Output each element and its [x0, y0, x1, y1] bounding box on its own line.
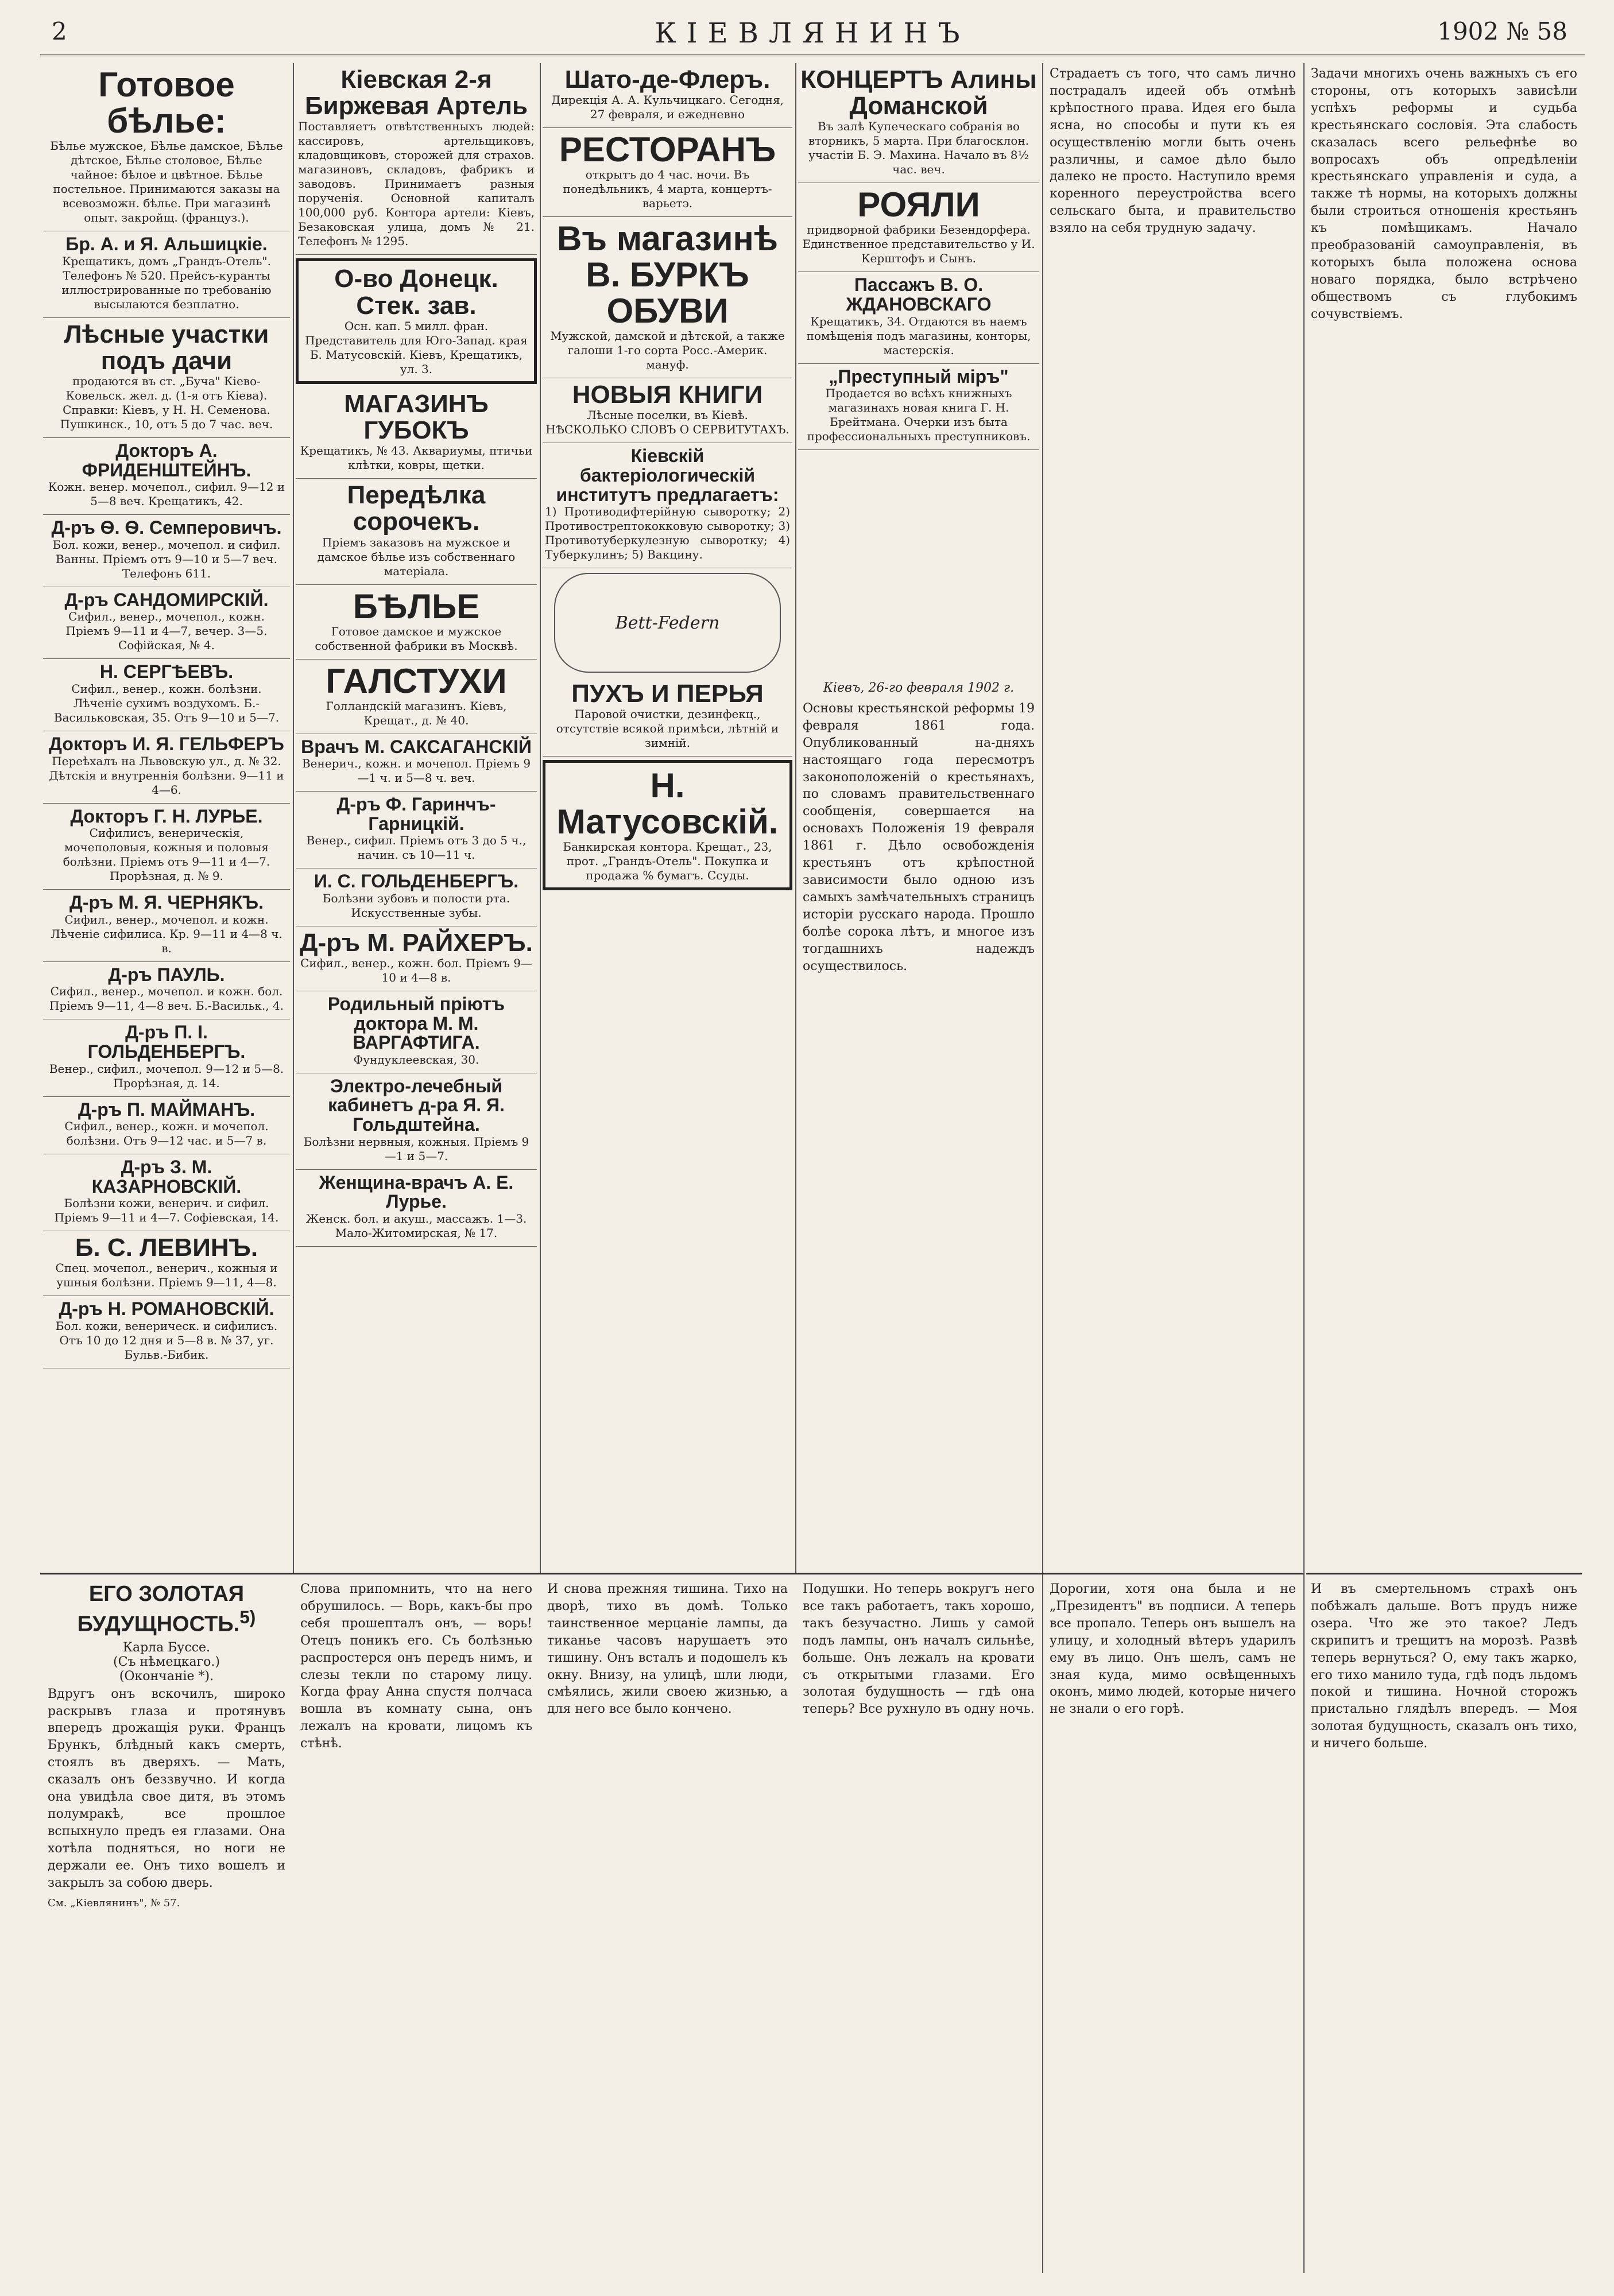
ad-artel: Кіевская 2-я Биржевая Артель Поставляетъ отвѣтственныхъ людей: кассировъ, артельщиковъ, кладовщиковъ, сторожей для страхов. магазиновъ, складовъ, фабрикъ и заводовъ. Принимаетъ разныя порученія. Основной капиталъ 100,000 руб. Контора артели: Кіевъ, Безаковская улица, домъ № 21. Телефонъ № 1295. — [296, 63, 537, 255]
ad-dentist: И. С. ГОЛЬДЕНБЕРГЪ. Болѣзни зубовъ и полости рта. Искусственные зубы. — [296, 868, 537, 926]
ad-forest-plots: Лѣсные участки подъ дачи продаются въ ст. „Буча" Кіево-Ковельск. жел. д. (1-я отъ Кіева). Справки: Кіевъ, у Н. Н. Семенова. Пушкинск., 10, отъ 5 до 7 час. веч. — [43, 318, 290, 438]
ad-doctor: Д-ръ Ф. Гаринчъ-Гарницкій. Венер., сифил. Пріемъ отъ 3 до 5 ч., начин. съ 10—11 ч. — [296, 792, 537, 868]
ad-doctor: Докторъ И. Я. ГЕЛЬФЕРЪ Переѣхалъ на Львовскую ул., д. № 32. Дѣтскія и внутреннія болѣзни. 9—11 и 4—6. — [43, 731, 290, 804]
feuilleton-footnote: Cм. „Кіевлянинъ", № 57. — [48, 1896, 180, 1909]
ad-column-2 — [296, 63, 537, 1570]
ad-ties: ГАЛСТУХИ Голландскій магазинъ. Кіевъ, Крещат., д. № 40. — [296, 660, 537, 734]
feuilleton-rule — [1306, 1573, 1582, 1574]
ad-shirts: Передѣлка сорочекъ. Пріемъ заказовъ на мужское и дамское бѣлье изъ собственнаго матеріала. — [296, 479, 537, 584]
newspaper-title: КІЕВЛЯНИНЪ — [655, 17, 970, 49]
editorial-dateline: Кіевъ, 26-го февраля 1902 г. — [823, 681, 1015, 695]
feuilleton-col-3 — [543, 1578, 792, 2285]
feuilleton-text: И снова прежняя тишина. Тихо на дворѣ, тихо въ домѣ. Только таинственное мерцаніе лампы, да тиканье часовъ нарушаетъ это тишину. Онъ всталъ и подошелъ къ окну. Внизу, на улицѣ, шли люди, смѣялись, жили своею жизнью, а для него все было кончено. — [547, 1582, 788, 1717]
ad-pianos: РОЯЛИ придворной фабрики Безендорфера. Единственное представительство у И. Керштофъ и Сынъ. — [798, 183, 1039, 272]
ad-alshitskie: Бр. А. и Я. Альшицкіе. Крещатикъ, домъ „Грандъ-Отель". Телефонъ № 520. Прейсъ-куранты иллюстрированные по требованію высылаются безплатно. — [43, 231, 290, 318]
feuilleton-text: Слова припомнить, что на него обрушилось. — Ворь, какъ-бы про себя прошепталъ онъ, — ворь! Отецъ поникъ его. Съ болѣзнью распростерся онъ передъ нимъ, и слезы текли по старому лицу. Когда фрау Анна спустя полчаса вошла въ комнату сына, онъ лежалъ на кровати, лицомъ къ стѣнѣ. — [300, 1582, 532, 1751]
editorial-text: Основы крестьянской реформы 19 февраля 1861 года. Опубликованный на-дняхъ настоящаго года пересмотръ законоположеній о крестьянахъ, по словамъ правительственнаго сообщенія, совершается на основахъ Положенія 19 февраля 1861 г. Дѣло освобожденія крестьянъ отъ крѣпостной зависимости было одною изъ самыхъ замѣчательныхъ страницъ исторіи русскаго народа. Прошло болѣе сорока лѣтъ, и многое изъ тогдашнихъ надеждъ осуществилось. — [803, 701, 1035, 974]
feuilleton-text: Дорогии, хотя она была и не „Президентъ" въ подписи. А теперь все пропало. Теперь онъ вышелъ на улицу, и холодный вѣтеръ ударилъ ему въ лицо. Онъ шелъ, самъ не зная куда, мимо освѣщенныхъ оконъ, мимо людей, которые ничего не знали о его горѣ. — [1050, 1582, 1296, 1717]
ad-glass-works: О-во Донецк. Стек. зав. Осн. кап. 5 милл. фран. Представитель для Юго-Запад. края Б. Матусовскій. Кіевъ, Крещатикъ, ул. 3. — [296, 258, 537, 383]
ad-doctor: Д-ръ П. І. ГОЛЬДЕНБЕРГЪ. Венер., сифил., мочепол. 9—12 и 5—8. Прорѣзная, д. 14. — [43, 1019, 290, 1096]
column-divider — [293, 63, 294, 1573]
ad-doctor: Д-ръ САНДОМИРСКІЙ. Сифил., венер., мочепол., кожн. Пріемъ 9—11 и 4—7, вечер. 3—5. Софійская, № 4. — [43, 587, 290, 660]
ad-doctor: Докторъ А. ФРИДЕНШТЕЙНЪ. Кожн. венер. мочепол., сифил. 9—12 и 5—8 веч. Крещатикъ, 42. — [43, 438, 290, 515]
ad-linen: Готовое бѣлье: Бѣлье мужское, Бѣлье дамское, Бѣлье дѣтское, Бѣлье столовое, Бѣлье чайное: бѣлое и цвѣтное. Бѣлье постельное. Принимаются заказы на всевозможн. бѣлье. При магазинѣ опыт. закройщ. (француз.). — [43, 63, 290, 231]
ad-doctor: Д-ръ З. М. КАЗАРНОВСКІЙ. Болѣзни кожи, венерич. и сифил. Пріемъ 9—11 и 4—7. Софіевская, 14. — [43, 1154, 290, 1231]
feuilleton-col-6 — [1306, 1578, 1582, 2285]
ad-doctor: Д-ръ П. МАЙМАНЪ. Сифил., венер., кожн. и мочепол. болѣзни. Отъ 9—12 час. и 5—7 в. — [43, 1097, 290, 1155]
ad-doctor: Н. СЕРГѢЕВЪ. Сифил., венер., кожн. болѣзни. Лѣченіе сухимъ воздухомъ. Б.-Васильковская, 35. Отъ 9—10 и 5—7. — [43, 659, 290, 731]
ad-doctor: Д-ръ ПАУЛЬ. Сифил., венер., мочепол. и кожн. бол. Пріемъ 9—11, 4—8 веч. Б.-Васильк., 4. — [43, 962, 290, 1020]
ad-shoes: Въ магазинѣ В. БУРКЪ ОБУВИ Мужской, дамской и дѣтской, а также галоши 1-го сорта Росс.-Америк. мануф. — [543, 217, 792, 378]
ad-chateau: Шато-де-Флеръ. Дирекція А. А. Кульчицкаго. Сегодня, 27 февраля, и ежедневно — [543, 63, 792, 128]
ad-doctor: Д-ръ М. Я. ЧЕРНЯКЪ. Сифил., венер., мочепол. и кожн. Лѣченіе сифилиса. Кр. 9—11 и 4—8 ч. в. — [43, 890, 290, 962]
ad-column-4 — [798, 63, 1039, 672]
editorial-column-6 — [1306, 63, 1582, 1570]
ad-maternity: Родильный пріютъ доктора М. М. ВАРГАФТИГА. Фундуклеевская, 30. — [296, 991, 537, 1073]
ad-books: НОВЫЯ КНИГИ Лѣсные поселки, въ Кіевѣ. НѢСКОЛЬКО СЛОВЪ О СЕРВИТУТАХЪ. — [543, 378, 792, 443]
feather-bag-illustration: Bett-Federn — [554, 573, 781, 673]
feuilleton-col-2 — [296, 1578, 537, 2285]
ad-doctor: Докторъ Г. Н. ЛУРЬЕ. Сифилисъ, венерическія, мочеполовыя, кожныя и половыя болѣзни. Пріемъ отъ 9—11 и 4—7. Прорѣзная, д. № 9. — [43, 804, 290, 890]
feuilleton-text: Подушки. Но теперь вокругъ него все такъ работаетъ, такъ хорошо, такъ безучастно. Лишь у самой подъ лампы, онъ началъ сильнѣе, больше. Онъ лежалъ на кровати съ открытыми глазами. Его золотая будущность — гдѣ она теперь? Все рухнуло въ одну ночь. — [803, 1582, 1035, 1717]
column-divider — [1303, 63, 1305, 2273]
feuilleton-author: Карла Буссе. — [122, 1640, 211, 1655]
column-divider — [540, 63, 541, 1573]
ad-doctor: Д-ръ Н. РОМАНОВСКІЙ. Бол. кожи, венерическ. и сифилисъ. Отъ 10 до 12 дня и 5—8 в. № 37, уг. Бульв.-Бибик. — [43, 1296, 290, 1368]
ad-doctor: Женщина-врачъ А. Е. Лурье. Женск. бол. и акуш., массажъ. 1—3. Мало-Житомирская, № 17. — [296, 1170, 537, 1247]
ad-feathers: ПУХЪ И ПЕРЬЯ Паровой очистки, дезинфекц., отсутствіе всякой примѣси, лѣтній и зимній. — [543, 677, 792, 757]
ad-linen-2: БѢЛЬЕ Готовое дамское и мужское собственной фабрики въ Москвѣ. — [296, 585, 537, 660]
ad-sponges: МАГАЗИНЪ ГУБОКЪ Крещатикъ, № 43. Аквариумы, птичьи клѣтки, ковры, щетки. — [296, 387, 537, 479]
editorial-text: Страдаетъ съ того, что самъ лично пострадалъ идеей объ отмѣнѣ крѣпостного права. Идея его была ясна, но способы и пути къ ея осуществленію могли быть очень различны, и самое дѣло было далеко не просто. Наступило время коренного переустройства всего сельскаго быта, и правительство взяло на себя трудную задачу. — [1050, 67, 1296, 236]
editorial-text: Задачи многихъ очень важныхъ съ его стороны, отъ которыхъ зависѣли успѣхъ реформы и судьба крестьянскаго сословія. Эта слабость сказалась всего рельефнѣе во вопросахъ объ опредѣленіи крестьянскаго управленія и суда, а также тѣ нормы, на которыхъ должны были строиться отношенія крестьянъ къ помѣщикамъ. Начало преобразованій самоуправленія, въ которыхъ была положена основа новаго порядка, было встрѣчено обществомъ съ глубокимъ сочувствіемъ. — [1311, 67, 1577, 321]
feuilleton-rule — [40, 1573, 1303, 1574]
ad-book-crime: „Преступный міръ" Продается во всѣхъ книжныхъ магазинахъ новая книга Г. Н. Брейтмана. Очерки изъ быта профессиональныхъ преступниковъ. — [798, 364, 1039, 451]
ad-column-1 — [43, 63, 290, 1570]
column-divider — [1042, 63, 1043, 2273]
ad-bacteriological: Кіевскій бактеріологическій институтъ предлагаетъ: 1) Противодифтерійную сыворотку; 2) Противострептококковую сыворотку; 3) Противотуберкулезную сыворотку; 4) Туберкулинъ; 5) Вакцину. — [543, 443, 792, 568]
page-number: 2 — [52, 17, 67, 45]
editorial-article — [798, 677, 1039, 1567]
issue-number: 1902 № 58 — [1437, 17, 1567, 45]
feuilleton-col-5 — [1045, 1578, 1301, 2285]
editorial-continuation — [1045, 63, 1301, 1570]
masthead-rule — [40, 55, 1585, 56]
ad-column-3 — [543, 63, 792, 1570]
ad-doctor: Врачъ М. САКСАГАНСКІЙ Венерич., кожн. и мочепол. Пріемъ 9—1 ч. и 5—8 ч. веч. — [296, 734, 537, 792]
ad-doctor: Д-ръ Ѳ. Ѳ. Семперовичъ. Бол. кожи, венер., мочепол. и сифил. Ванны. Пріемъ отъ 9—10 и 5—7 веч. Телефонъ 611. — [43, 515, 290, 587]
ad-concert: КОНЦЕРТЪ Алины Доманской Въ залѣ Купеческаго собранія во вторникъ, 5 марта. При благосклон. участіи Б. Э. Махина. Начало въ 8½ час. веч. — [798, 63, 1039, 183]
ad-doctor: Б. С. ЛЕВИНЪ. Спец. мочепол., венерич., кожныя и ушныя болѣзни. Пріемъ 9—11, 4—8. — [43, 1231, 290, 1296]
feuilleton-col-4 — [798, 1578, 1039, 2285]
feuilleton-text: Вдругъ онъ вскочилъ, широко раскрывъ глаза и протянувъ впередъ дрожащія руки. Францъ Брункъ, блѣдный какъ смерть, стоялъ въ дверяхъ. — Мать, сказалъ онъ беззвучно. И когда она увидѣла свое дитя, въ этомъ полумракѣ, все прошлое вспыхнуло предъ ея глазами. Она хотѣла подняться, но ноги не держали ее. Онъ тихо вошелъ и закрылъ за собою дверь. — [48, 1686, 285, 1890]
column-divider — [795, 63, 796, 1573]
ad-bank: Н. Матусовскій. Банкирская контора. Крещат., 23, прот. „Грандъ-Отель". Покупка и продажа % бумагъ. Ссуды. — [543, 760, 792, 890]
ad-electro: Электро-лечебный кабинетъ д-ра Я. Я. Гольдштейна. Болѣзни нервныя, кожныя. Пріемъ 9—1 и 5—7. — [296, 1073, 537, 1170]
ad-restaurant: РЕСТОРАНЪ открытъ до 4 час. ночи. Въ понедѣльникъ, 4 марта, концертъ-варьетэ. — [543, 128, 792, 217]
ad-passage: Пассажъ В. О. ЖДАНОВСКАГО Крещатикъ, 34. Отдаются въ наемъ помѣщенія подъ магазины, конторы, мастерскія. — [798, 272, 1039, 363]
feuilleton-title: ЕГО ЗОЛОТАЯ БУДУЩНОСТЬ.$^{5)}$ — [77, 1582, 256, 1636]
feuilleton-text: И въ смертельномъ страхѣ онъ побѣжалъ дальше. Вотъ прудъ ниже озера. Что же это такое? Ледъ скрипитъ и трещитъ на морозѣ. Развѣ теперь вернуться? О, ему такъ жарко, его тихо манило туда, гдѣ подъ льдомъ покой и тишина. Ночной сторожъ пристально глядѣлъ впередъ. — Моя золотая будущность, сказалъ онъ тихо, и ничего больше. — [1311, 1582, 1577, 1751]
feuilleton-translation: (Съ нѣмецкаго.) — [113, 1654, 220, 1669]
masthead — [40, 17, 1585, 52]
feuilleton-continuation: (Окончаніе *). — [119, 1669, 214, 1684]
feuilleton-col-1 — [43, 1578, 290, 2285]
ad-doctor: Д-ръ М. РАЙХЕРЪ. Сифил., венер., кожн. бол. Пріемъ 9—10 и 4—8 в. — [296, 926, 537, 991]
